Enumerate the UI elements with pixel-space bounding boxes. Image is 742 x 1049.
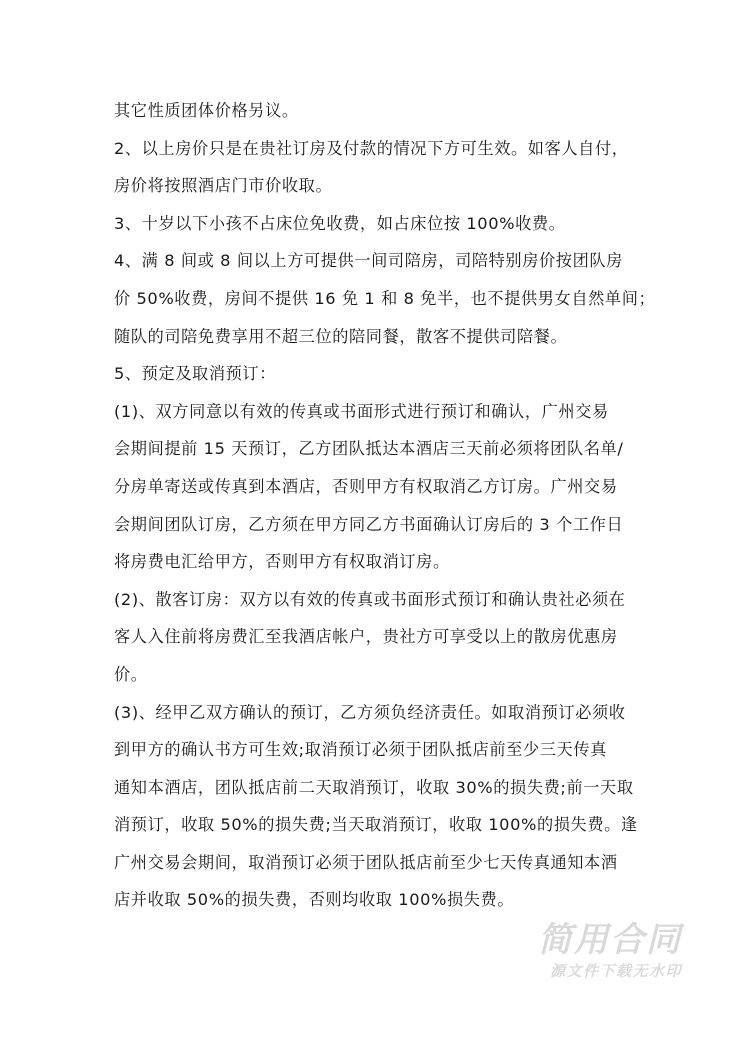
document-body bbox=[114, 92, 656, 919]
paragraph bbox=[114, 130, 644, 205]
text-line: 其它性质团体价格另议。 bbox=[114, 101, 299, 120]
paragraph bbox=[114, 581, 644, 694]
text-line: (2)、散客订房：双方以有效的传真或书面形式预订和确认贵社必须在 bbox=[114, 589, 626, 609]
text-line: 房价将按照酒店门市价收取。 bbox=[114, 176, 333, 196]
text-line: 2、以上房价只是在贵社订房及付款的情况下方可生效。如客人自付， bbox=[114, 138, 629, 158]
watermark-title: 简用合同 bbox=[538, 920, 682, 960]
text-line: 会期间提前 15 天预订，乙方团队抵达本酒店三天前必须将团队名单/ bbox=[114, 439, 624, 459]
paragraph bbox=[114, 355, 644, 393]
text-line: 分房单寄送或传真到本酒店，否则甲方有权取消乙方订房。广州交易 bbox=[114, 476, 618, 496]
text-line: 客人入住前将房费汇至我酒店帐户，贵社方可享受以上的散房优惠房 bbox=[114, 627, 618, 647]
text-line: 消预订，收取 50%的损失费;当天取消预订，收取 100%的损失费。逢 bbox=[114, 815, 638, 835]
text-line: 广州交易会期间，取消预订必须于团队抵店前至少七天传真通知本酒 bbox=[114, 852, 618, 872]
text-line: 会期间团队订房，乙方须在甲方同乙方书面确认订房后的 3 个工作日 bbox=[114, 514, 624, 534]
paragraph bbox=[114, 242, 656, 355]
text-line: 价 50%收费，房间不提供 16 免 1 和 8 免半，也不提供男女自然单间； bbox=[114, 288, 656, 308]
text-line: 5、预定及取消预订： bbox=[114, 364, 276, 384]
text-line: 到甲方的确认书方可生效;取消预订必须于团队抵店前至少三天传真 bbox=[114, 740, 607, 760]
text-line: 4、满 8 间或 8 间以上方可提供一间司陪房，司陪特别房价按团队房 bbox=[114, 251, 623, 271]
text-line: 3、十岁以下小孩不占床位免收费，如占床位按 100%收费。 bbox=[114, 213, 566, 233]
text-line: 通知本酒店，团队抵店前二天取消预订，收取 30%的损失费;前一天取 bbox=[114, 777, 634, 797]
paragraph bbox=[114, 694, 644, 920]
paragraph bbox=[114, 393, 644, 581]
watermark bbox=[502, 920, 682, 982]
text-line: 将房费电汇给甲方，否则甲方有权取消订房。 bbox=[114, 552, 450, 572]
text-line: (3)、经甲乙双方确认的预订，乙方须负经济责任。如取消预订必须收 bbox=[114, 702, 626, 722]
watermark-subtitle: 源文件下载无水印 bbox=[549, 962, 682, 980]
paragraph bbox=[114, 205, 644, 243]
text-line: 价。 bbox=[114, 664, 148, 684]
text-line: (1)、双方同意以有效的传真或书面形式进行预订和确认，广州交易 bbox=[114, 401, 609, 421]
text-line: 随队的司陪免费享用不超三位的陪同餐，散客不提供司陪餐。 bbox=[114, 326, 568, 346]
text-line: 店并收取 50%的损失费，否则均收取 100%损失费。 bbox=[114, 890, 515, 910]
paragraph bbox=[114, 92, 644, 130]
